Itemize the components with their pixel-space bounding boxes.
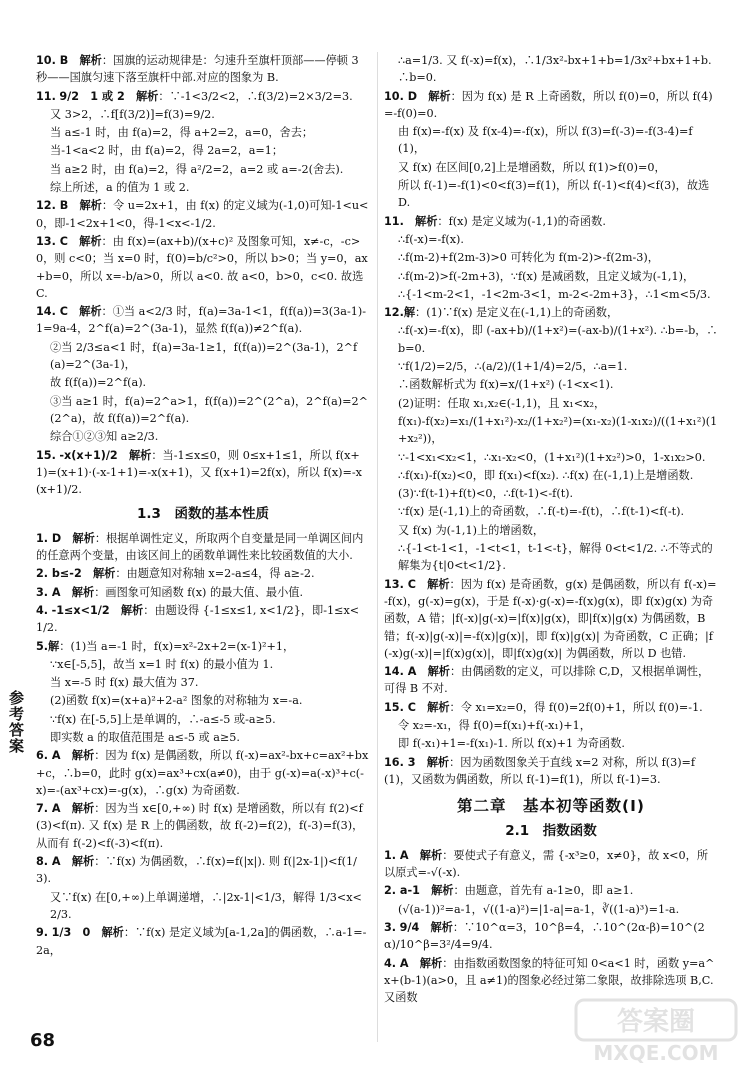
rq12: 12.解：(1)∵f(x) 是定义在(-1,1)上的奇函数， (384, 306, 619, 320)
q11-line: 又 3>2，∴f[f(3/2)]=f(3)=9/2. (50, 107, 215, 121)
rq11: 11. 解析：f(x) 是定义域为(-1,1)的奇函数. (384, 214, 606, 228)
s8: 8. A 解析：∵f(x) 为偶函数，∴f(x)=f(|x|). 则 f(|2x-1|)<f(1/3). (36, 855, 357, 886)
svg-text:MXQE.COM: MXQE.COM (593, 1041, 719, 1065)
rq12-line: f(x₁)-f(x₂)=x₁/(1+x₁²)-x₂/(1+x₂²)=(x₁-x₂)(1-x₁x₂)/((1+x₁²)(1+x₂²))， (398, 414, 718, 446)
q13: 13. C 解析：由 f(x)=(ax+b)/(x+c)² 及图象可知，x≠-c，-c>0，则 c<0；当 x=0 时，f(0)=b/c²>0，所以 b>0；当 y=0，ax+b=0，所以 x=-b/a>0，所以 a<0. 故 a<0，b>0，c<0. 故选 C. (36, 234, 368, 300)
rq11-line: ∴f(m-2)>f(-2m+3)，∵f(x) 是减函数，且定义域为(-1,1)， (398, 269, 695, 283)
rq10-line: 由 f(x)=-f(x) 及 f(x-4)=-f(x)，所以 f(3)=f(-3)=-f(3-4)=f(1)， (398, 125, 693, 156)
rq12-line: ∵f(1/2)=2/5，∴(a/2)/(1+1/4)=2/5，∴a=1. (398, 360, 628, 374)
column-divider (377, 52, 378, 1042)
q11-line: 综上所述，a 的值为 1 或 2. (50, 181, 190, 195)
rq15: 15. C 解析：令 x₁=x₂=0，得 f(0)=2f(0)+1，所以 f(0)=-1. (384, 700, 703, 714)
s7: 7. A 解析：因为当 x∈[0,+∞) 时 f(x) 是增函数，所以有 f(2)<f(3)<f(π). 又 f(x) 是 R 上的偶函数，故 f(-2)=f(2)，f(-3)=f(3)，从而有 f(-2)<f(-3)<f(π). (36, 802, 364, 850)
r-top: ∴a=1/3. 又 f(-x)=f(x)，∴1/3x²-bx+1+b=1/3x²+bx+1+b. ∴b=0. (398, 54, 712, 85)
q11-line: 当 a≤-1 时，由 f(a)=2，得 a+2=2，a=0，舍去； (50, 126, 314, 140)
q15: 15. -x(x+1)/2 解析：当-1≤x≤0，则 0≤x+1≤1，所以 f(x+1)=(x+1)·(-x-1+1)=-x(x+1)，又 f(x+1)=2f(x)，所以 f(x)=-x(x+1)/2. (36, 448, 362, 497)
rq10: 10. D 解析：因为 f(x) 是 R 上奇函数，所以 f(0)=0，所以 f(4)=-f(0)=0. (384, 89, 713, 120)
s8-line: 又∵f(x) 在[0,+∞)上单调递增，∴|2x-1|<1/3，解得 1/3<x<2/3. (50, 890, 362, 921)
svg-text:答案圈: 答案圈 (616, 1007, 696, 1037)
rq12-line: (3)∵f(t-1)+f(t)<0，∴f(t-1)<-f(t). (398, 487, 574, 501)
watermark-logo (574, 996, 744, 1066)
rq12-line: ∴{-1<t-1<1，-1<t<1，t-1<-t}，解得 0<t<1/2. ∴不等式的解集为{t|0<t<1/2}. (398, 542, 713, 573)
c2: 2. a-1 解析：由题意，首先有 a-1≥0，即 a≥1. (384, 884, 634, 898)
c3: 3. 9/4 解析：∵10^α=3，10^β=4，∴10^(2α-β)=10^(2α)/10^β=3²/4=9/4. (384, 920, 705, 952)
s6: 6. A 解析：因为 f(x) 是偶函数，所以 f(-x)=ax²-bx+c=ax²+bx+c，∴b=0，此时 g(x)=ax³+cx(a≠0)，由于 g(-x)=a(-x)³+c(-x)=-(ax³+cx)=-g(x)，∴g(x) 为奇函数. (36, 749, 369, 797)
s9: 9. 1/3 0 解析：∵f(x) 是定义域为[a-1,2a]的偶函数，∴a-1=-2a， (36, 926, 367, 957)
rq13: 13. C 解析：因为 f(x) 是奇函数，g(x) 是偶函数，所以有 f(-x)=-f(x)，g(-x)=g(x)，于是 f(-x)·g(-x)=-f(x)g(x)，即 f(x)g(x) 为奇函数，A 错；|f(-x)|g(-x)=|f(x)|g(x)，即|f(x)|g(x) 为偶函数，B 错；f(-x)|g(-x)|=-f(x)|g(x)|，即 f(x)|g(x)| 为奇函数，C 正确；|f(-x)g(-x)|=|f(x)g(x)|，即|f(x)g(x)| 为偶函数，所以 D 也错. (384, 577, 717, 660)
page-number: 68 (30, 1030, 56, 1051)
s2: 2. b≤-2 解析：由题意知对称轴 x=2-a≤4，得 a≥-2. (36, 567, 315, 581)
s4: 4. -1≤x<1/2 解析：由题设得 {-1≤x≤1, x<1/2}，即-1≤x<1/2. (36, 603, 360, 635)
s5-line: 即实数 a 的取值范围是 a≤-5 或 a≥5. (50, 730, 240, 744)
rq12-line: ∵f(x) 是(-1,1)上的奇函数，∴f(-t)=-f(t)，∴f(t-1)<f(-t). (398, 505, 685, 519)
chapter-title-2: 第二章 基本初等函数(Ⅰ) (457, 797, 645, 816)
rq12-line: ∵-1<x₁<x₂<1，∴x₁-x₂<0，(1+x₁²)(1+x₂²)>0，1-x₁x₂>0. (398, 450, 706, 464)
rq12-line: 又 f(x) 为(-1,1)上的增函数， (398, 523, 545, 537)
c4: 4. A 解析：由指数函数图象的特征可知 0<a<1 时，函数 y=a^x+(b-1)(a>0，且 a≠1)的图象必经过第二象限，故排除选项 B,C. 又函数 (384, 956, 715, 1005)
rq12-line: (2)证明：任取 x₁,x₂∈(-1,1)，且 x₁<x₂， (398, 396, 606, 410)
rq10-line: 又 f(x) 在区间[0,2]上是增函数，所以 f(1)>f(0)=0， (398, 160, 666, 174)
rq11-line: ∴{-1<m-2<1，-1<2m-3<1，m-2<-2m+3}，∴1<m<5/3. (398, 287, 711, 301)
rq12-line: ∴f(x₁)-f(x₂)<0，即 f(x₁)<f(x₂). ∴f(x) 在(-1,1)上是增函数. (398, 468, 694, 482)
q11-line: 当 a≥2 时，由 f(a)=2，得 a²/2=2，a=2 或 a=-2(舍去). (50, 162, 344, 176)
q14: 14. C 解析：①当 a<2/3 时，f(a)=3a-1<1，f(f(a))=3(3a-1)-1=9a-4，2^f(a)=2^(3a-1)，显然 f(f(a))≠2^f(a). (36, 305, 367, 336)
right-column (384, 52, 718, 1007)
q10: 10. B 解析：国旗的运动规律是：匀速升至旗杆顶部——停顿 3 秒——国旗匀速下落至旗杆中部.对应的图象为 B. (36, 54, 359, 85)
side-label: 参考答案 (7, 690, 25, 754)
c2-line: (√(a-1))²=a-1，√((1-a)²)=|1-a|=a-1，∛((1-a)³)=1-a. (398, 902, 680, 916)
s1: 1. D 解析：根据单调性定义，所取两个自变量是同一单调区间内的任意两个变量，由该区间上的函数单调性来比较函数值的大小. (36, 531, 364, 563)
q14-line: ③当 a≥1 时，f(a)=2^a>1，f(f(a))=2^(2^a)，2^f(a)=2^(2^a)，故 f(f(a))=2^f(a). (50, 394, 369, 425)
s3: 3. A 解析：画图象可知函数 f(x) 的最大值、最小值. (36, 585, 304, 599)
s5-line: (2)函数 f(x)=(x+a)²+2-a² 图象的对称轴为 x=-a. (50, 694, 303, 708)
q14-line: 综合①②③知 a≥2/3. (50, 430, 159, 444)
left-column (36, 52, 370, 960)
s5-line: ∵x∈[-5,5]，故当 x=1 时 f(x) 的最小值为 1. (50, 657, 274, 671)
q14-line: 故 f(f(a))=2^f(a). (50, 376, 147, 390)
rq12-line: ∴函数解析式为 f(x)=x/(1+x²) (-1<x<1). (398, 378, 614, 392)
q11-line: 当-1<a<2 时，由 f(a)=2，得 2a=2，a=1； (50, 144, 284, 158)
rq15-line: 即 f(-x₁)+1=-f(x₁)-1. 所以 f(x)+1 为奇函数. (398, 737, 625, 751)
c1: 1. A 解析：要使式子有意义，需 {-x³≥0，x≠0}，故 x<0，所以原式=-√(-x). (384, 848, 709, 880)
rq12-line: ∴f(-x)=-f(x)，即 (-ax+b)/(1+x²)=(-ax-b)/(1+x²). ∴b=-b，∴b=0. (398, 324, 718, 355)
s5: 5.解：(1)当 a=-1 时，f(x)=x²-2x+2=(x-1)²+1， (36, 639, 295, 653)
rq16: 16. 3 解析：因为函数图象关于直线 x=2 对称，所以 f(3)=f(1)，又函数为偶函数，所以 f(-1)=f(1)，所以 f(-1)=3. (384, 755, 696, 786)
rq15-line: 令 x₂=-x₁，得 f(0)=f(x₁)+f(-x₁)+1， (398, 718, 591, 732)
rq11-line: ∴f(-x)=-f(x). (398, 232, 464, 246)
q14-line: ②当 2/3≤a<1 时，f(a)=3a-1≥1，f(f(a))=2^(3a-1)，2^f(a)=2^(3a-1)， (50, 340, 358, 372)
s5-line: ∵f(x) 在[-5,5]上是单调的，∴-a≤-5 或-a≥5. (50, 712, 276, 726)
rq14: 14. A 解析：由偶函数的定义，可以排除 C,D，又根据单调性，可得 B 不对. (384, 665, 710, 696)
q11: 11. 9/2 1 或 2 解析：∵-1<3/2<2，∴f(3/2)=2×3/2=3. (36, 89, 353, 103)
rq10-line: 所以 f(-1)=-f(1)<0<f(3)=f(1)，所以 f(-1)<f(4)<f(3)，故选 D. (398, 179, 710, 210)
rq11-line: ∴f(m-2)+f(2m-3)>0 可转化为 f(m-2)>-f(2m-3)， (398, 251, 659, 265)
s5-line: 当 x=-5 时 f(x) 最大值为 37. (50, 676, 199, 690)
section-title-1-3: 1.3 函数的基本性质 (137, 506, 269, 523)
section-title-2-1: 2.1 指数函数 (505, 823, 597, 840)
q12: 12. B 解析：令 u=2x+1，由 f(x) 的定义域为(-1,0)可知-1<u<0，即-1<2x+1<0，得-1<x<-1/2. (36, 199, 369, 230)
